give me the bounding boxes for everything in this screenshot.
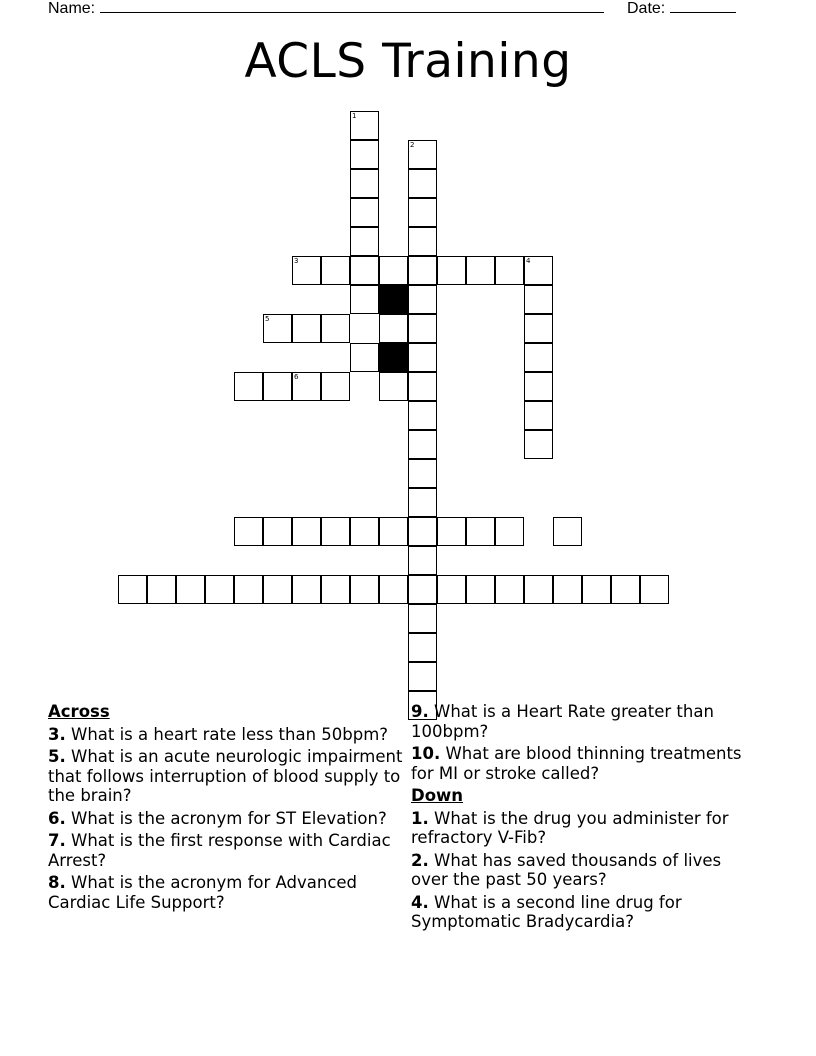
grid-cell[interactable] (321, 517, 350, 546)
clue-text: What is an acute neurologic impairment that follows interruption of blood supply to the brain? (48, 747, 403, 805)
grid-cell[interactable] (611, 575, 640, 604)
grid-cell[interactable] (466, 517, 495, 546)
clue-number: 6. (48, 808, 66, 828)
clue-number-label: 2 (410, 141, 415, 149)
name-label: Name: (48, 0, 96, 17)
grid-cell[interactable] (321, 314, 350, 343)
grid-cell[interactable] (321, 372, 350, 401)
black-cell (379, 343, 408, 372)
clue-text: What is the drug you administer for refractory V-Fib? (411, 808, 729, 847)
grid-cell[interactable] (408, 604, 437, 633)
grid-cell[interactable] (408, 285, 437, 314)
grid-cell[interactable] (205, 575, 234, 604)
grid-cell[interactable] (408, 430, 437, 459)
across-clue-6 (48, 809, 408, 829)
clue-number: 1. (411, 808, 429, 828)
grid-cell[interactable] (234, 372, 263, 401)
clue-text: What is the first response with Cardiac Arrest? (48, 831, 391, 870)
name-line[interactable] (100, 0, 604, 13)
grid-cell[interactable] (495, 256, 524, 285)
down-clue-4 (411, 893, 751, 932)
clue-number: 9. (411, 702, 429, 721)
grid-cell[interactable] (379, 575, 408, 604)
across-clues (48, 702, 408, 915)
grid-cell[interactable] (350, 227, 379, 256)
clue-number-label: 6 (294, 373, 299, 381)
across-clue-3 (48, 725, 408, 745)
grid-cell[interactable] (437, 575, 466, 604)
grid-cell[interactable] (321, 256, 350, 285)
grid-cell[interactable] (582, 575, 611, 604)
grid-cell[interactable] (350, 198, 379, 227)
grid-cell[interactable] (234, 575, 263, 604)
grid-cell[interactable] (408, 459, 437, 488)
grid-cell[interactable] (640, 575, 669, 604)
clue-text: What are blood thinning treatments for MI or stroke called? (411, 744, 742, 783)
grid-cell[interactable] (437, 256, 466, 285)
grid-cell[interactable] (495, 517, 524, 546)
grid-cell[interactable] (408, 662, 437, 691)
grid-cell[interactable] (524, 430, 553, 459)
grid-cell[interactable] (379, 314, 408, 343)
grid-cell[interactable] (263, 575, 292, 604)
grid-cell[interactable] (292, 314, 321, 343)
grid-cell[interactable] (234, 517, 263, 546)
across-clue-10 (411, 744, 751, 783)
grid-cell[interactable] (350, 111, 379, 140)
grid-cell[interactable] (408, 517, 437, 546)
clue-text: What has saved thousands of lives over the past 50 years? (411, 850, 722, 889)
grid-cell[interactable] (524, 372, 553, 401)
grid-cell[interactable] (350, 343, 379, 372)
grid-cell[interactable] (379, 517, 408, 546)
grid-cell[interactable] (263, 314, 292, 343)
clue-number: 10. (411, 744, 441, 763)
clue-number: 5. (48, 747, 66, 766)
grid-cell[interactable] (292, 575, 321, 604)
grid-cell[interactable] (466, 575, 495, 604)
across-clue-9 (411, 702, 751, 741)
grid-cell[interactable] (176, 575, 205, 604)
grid-cell[interactable] (408, 256, 437, 285)
grid-cell[interactable] (408, 401, 437, 430)
grid-cell[interactable] (524, 401, 553, 430)
date-label: Date: (627, 0, 666, 17)
grid-cell[interactable] (292, 517, 321, 546)
clue-number: 8. (48, 873, 66, 892)
name-field (48, 0, 604, 18)
clue-number-label: 5 (265, 315, 270, 323)
grid-cell[interactable] (524, 285, 553, 314)
grid-cell[interactable] (466, 256, 495, 285)
grid-cell[interactable] (408, 198, 437, 227)
down-heading: Down (411, 786, 464, 805)
grid-cell[interactable] (408, 227, 437, 256)
clue-number: 2. (411, 850, 429, 870)
across-heading: Across (48, 702, 110, 721)
across-clue-8 (48, 873, 408, 912)
grid-cell[interactable] (408, 140, 437, 169)
grid-cell[interactable] (263, 517, 292, 546)
clue-text: What is a second line drug for Symptomatic Bradycardia? (411, 892, 682, 931)
clue-number-label: 1 (352, 112, 357, 120)
grid-cell[interactable] (408, 633, 437, 662)
clue-number-label: 4 (526, 257, 531, 265)
grid-cell[interactable] (553, 575, 582, 604)
grid-cell[interactable] (292, 372, 321, 401)
grid-cell[interactable] (379, 256, 408, 285)
clue-text: What is the acronym for ST Elevation? (71, 808, 387, 828)
clue-number: 3. (48, 724, 66, 744)
grid-cell[interactable] (437, 517, 466, 546)
grid-cell[interactable] (408, 575, 437, 604)
grid-cell[interactable] (350, 169, 379, 198)
clue-number: 4. (411, 892, 429, 912)
grid-cell[interactable] (553, 517, 582, 546)
down-clue-2 (411, 851, 751, 890)
down-clue-1 (411, 809, 751, 848)
grid-cell[interactable] (350, 517, 379, 546)
clue-text: What is a Heart Rate greater than 100bpm? (411, 702, 714, 741)
date-line[interactable] (670, 0, 736, 13)
grid-cell[interactable] (350, 256, 379, 285)
black-cell (379, 285, 408, 314)
grid-cell[interactable] (408, 372, 437, 401)
across-clue-7 (48, 831, 408, 870)
grid-cell[interactable] (408, 546, 437, 575)
across-clue-5 (48, 747, 408, 806)
clue-number: 7. (48, 831, 66, 850)
down-clues (411, 702, 751, 935)
grid-cell[interactable] (263, 372, 292, 401)
grid-cell[interactable] (147, 575, 176, 604)
date-field (627, 0, 736, 18)
grid-cell[interactable] (408, 169, 437, 198)
grid-cell[interactable] (495, 575, 524, 604)
grid-cell[interactable] (524, 256, 553, 285)
grid-cell[interactable] (408, 314, 437, 343)
clue-text: What is the acronym for Advanced Cardiac Life Support? (48, 873, 358, 912)
clue-text: What is a heart rate less than 50bpm? (71, 724, 389, 744)
grid-cell[interactable] (524, 575, 553, 604)
grid-cell[interactable] (321, 575, 350, 604)
grid-cell[interactable] (350, 140, 379, 169)
grid-cell[interactable] (379, 372, 408, 401)
grid-cell[interactable] (350, 575, 379, 604)
grid-cell[interactable] (118, 575, 147, 604)
clue-number-label: 3 (294, 257, 299, 265)
grid-cell[interactable] (524, 314, 553, 343)
grid-cell[interactable] (408, 488, 437, 517)
grid-cell[interactable] (524, 343, 553, 372)
grid-cell[interactable] (408, 343, 437, 372)
grid-cell[interactable] (350, 285, 379, 314)
page-title: ACLS Training (244, 34, 572, 89)
grid-cell[interactable] (292, 256, 321, 285)
